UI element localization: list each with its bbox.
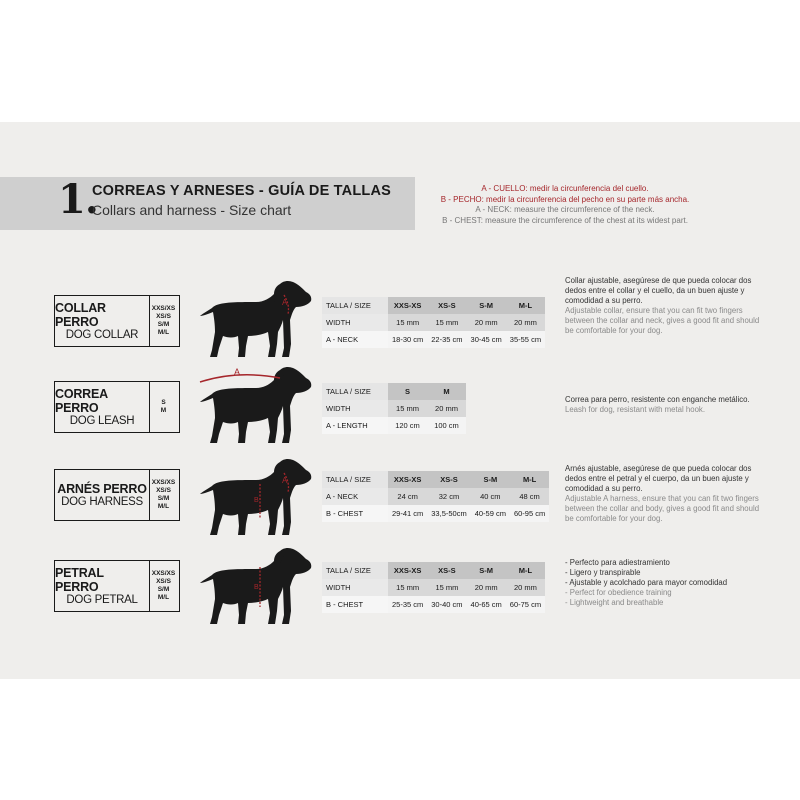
table-cell: 120 cm: [388, 417, 427, 434]
size-item: S/M: [157, 495, 170, 502]
product-name-es: ARNÉS PERRO: [57, 482, 147, 496]
note-neck-en: A - NECK: measure the circumference of the neck.: [475, 205, 655, 214]
description-leash: [565, 395, 765, 415]
note-chest-en: B - CHEST: measure the circumference of the chest at its widest part.: [442, 215, 688, 225]
size-item: XS/S: [156, 487, 171, 494]
product-label-collar: [54, 295, 150, 347]
table-header: TALLA / SIZE: [322, 383, 388, 400]
table-header: XXS-XS: [388, 297, 427, 314]
table-cell: 40-65 cm: [467, 596, 506, 613]
product-name-en: DOG HARNESS: [61, 496, 143, 508]
table-header: XXS-XS: [388, 471, 427, 488]
size-item: XXS/XS: [151, 305, 176, 312]
feature-es: - Ajustable y acolchado para mayor comodidad: [565, 578, 728, 587]
dog-harness-illustration: [198, 456, 316, 538]
page-subtitle: Collars and harness - Size chart: [92, 202, 292, 218]
section-number: 1.: [58, 176, 98, 223]
feature-es: - Ligero y transpirable: [565, 568, 641, 577]
feature-en: - Lightweight and breathable: [565, 598, 664, 607]
measurement-notes: [420, 184, 710, 226]
dog-leash-illustration: [198, 364, 316, 446]
row-label: A - NECK: [322, 331, 388, 348]
table-cell: 20 mm: [427, 400, 466, 417]
dog-collar-illustration: [198, 278, 316, 360]
description-en: Adjustable collar, ensure that you can fit two fingers between the collar and neck, gives a good fit and should be comfortable for your dog.: [565, 306, 760, 335]
size-table-leash: [322, 383, 466, 434]
description-en: Leash for dog, resistant with metal hook.: [565, 405, 705, 414]
table-cell: 35-55 cm: [506, 331, 545, 348]
size-table-harness: [322, 471, 549, 522]
product-name-es: PETRAL PERRO: [55, 566, 104, 594]
feature-es: - Perfecto para adiestramiento: [565, 558, 670, 567]
product-label-harness: [54, 469, 150, 521]
note-neck-es: A - CUELLO: medir la circunferencia del cuello.: [481, 184, 649, 193]
table-header: XXS-XS: [388, 562, 427, 579]
row-label: A - NECK: [322, 488, 388, 505]
description-es: Arnés ajustable, asegúrese de que pueda colocar dos dedos entre el petral y el cuerpo, da un buen ajuste y comodidad a su perro.: [565, 464, 752, 493]
table-cell: 18-30 cm: [388, 331, 427, 348]
table-cell: 20 mm: [467, 579, 506, 596]
size-item: M: [160, 407, 167, 414]
product-label-petral: [54, 560, 150, 612]
table-header: S: [388, 383, 427, 400]
table-cell: 48 cm: [510, 488, 549, 505]
marker-a: A: [282, 298, 288, 307]
dog-petral-illustration: [198, 545, 316, 627]
product-name-en: DOG PETRAL: [66, 594, 138, 606]
table-cell: 15 mm: [388, 314, 427, 331]
table-header: S-M: [471, 471, 510, 488]
table-header: M-L: [510, 471, 549, 488]
table-cell: 15 mm: [427, 314, 466, 331]
table-cell: 22-35 cm: [427, 331, 466, 348]
table-header: M-L: [506, 297, 545, 314]
row-label: WIDTH: [322, 579, 388, 596]
table-cell: 20 mm: [467, 314, 506, 331]
table-cell: 15 mm: [388, 579, 427, 596]
size-item: M/L: [157, 503, 170, 510]
table-cell: 29-41 cm: [388, 505, 427, 522]
table-header: TALLA / SIZE: [322, 297, 388, 314]
table-cell: 40 cm: [471, 488, 510, 505]
description-petral: [565, 558, 765, 608]
description-es: Correa para perro, resistente con enganche metálico.: [565, 395, 750, 404]
table-header: XS-S: [427, 297, 466, 314]
size-table-petral: [322, 562, 545, 613]
table-cell: 15 mm: [388, 400, 427, 417]
table-header: M-L: [506, 562, 545, 579]
size-list-leash: [148, 381, 180, 433]
marker-b: B: [254, 497, 259, 504]
product-name-es: CORREA PERRO: [55, 387, 108, 415]
table-cell: 30-45 cm: [467, 331, 506, 348]
marker-a: A: [234, 367, 241, 377]
table-cell: 60-75 cm: [506, 596, 545, 613]
table-cell: 33,5-50cm: [427, 505, 470, 522]
size-item: S/M: [157, 586, 170, 593]
size-list-harness: [148, 469, 180, 521]
note-chest-es: B - PECHO: medir la circunferencia del pecho en su parte más ancha.: [440, 194, 690, 204]
description-collar: [565, 276, 765, 336]
size-item: S: [161, 399, 166, 406]
table-cell: 100 cm: [427, 417, 466, 434]
size-item: XXS/XS: [151, 570, 176, 577]
product-name-es: COLLAR PERRO: [55, 301, 106, 329]
table-cell: 15 mm: [427, 579, 466, 596]
page-title: CORREAS Y ARNESES - GUÍA DE TALLAS: [92, 183, 391, 199]
description-es: Collar ajustable, asegúrese de que pueda colocar dos dedos entre el collar y el cuello, da un buen ajuste y comodidad a su perro.: [565, 276, 752, 305]
size-list-petral: [148, 560, 180, 612]
size-item: M/L: [157, 594, 170, 601]
table-cell: 20 mm: [506, 579, 545, 596]
size-list-collar: [148, 295, 180, 347]
size-item: XS/S: [156, 313, 171, 320]
table-header: S-M: [467, 562, 506, 579]
table-header: S-M: [467, 297, 506, 314]
table-cell: 40-59 cm: [471, 505, 510, 522]
size-item: XXS/XS: [151, 479, 176, 486]
product-name-en: DOG COLLAR: [65, 329, 139, 341]
table-header: XS-S: [427, 471, 470, 488]
table-cell: 30-40 cm: [427, 596, 466, 613]
product-name-en: DOG LEASH: [69, 415, 135, 427]
description-harness: [565, 464, 765, 524]
description-en: Adjustable A harness, ensure that you can fit two fingers between the collar and body, gives a good fit and should be comfortable for your dog.: [565, 494, 760, 523]
marker-a: A: [282, 476, 288, 485]
table-header: TALLA / SIZE: [322, 471, 388, 488]
table-header: M: [427, 383, 466, 400]
size-item: M/L: [157, 329, 170, 336]
table-cell: 20 mm: [506, 314, 545, 331]
table-header: XS-S: [427, 562, 466, 579]
size-table-collar: [322, 297, 545, 348]
table-cell: 25-35 cm: [388, 596, 427, 613]
row-label: B - CHEST: [322, 596, 388, 613]
marker-b: B: [254, 584, 259, 591]
table-cell: 60-95 cm: [510, 505, 549, 522]
row-label: WIDTH: [322, 314, 388, 331]
feature-en: - Perfect for obedience training: [565, 588, 672, 597]
size-item: XS/S: [156, 578, 171, 585]
table-cell: 32 cm: [427, 488, 470, 505]
product-label-leash: [54, 381, 150, 433]
size-item: S/M: [157, 321, 170, 328]
table-header: TALLA / SIZE: [322, 562, 388, 579]
table-cell: 24 cm: [388, 488, 427, 505]
row-label: B - CHEST: [322, 505, 388, 522]
row-label: A - LENGTH: [322, 417, 388, 434]
row-label: WIDTH: [322, 400, 388, 417]
